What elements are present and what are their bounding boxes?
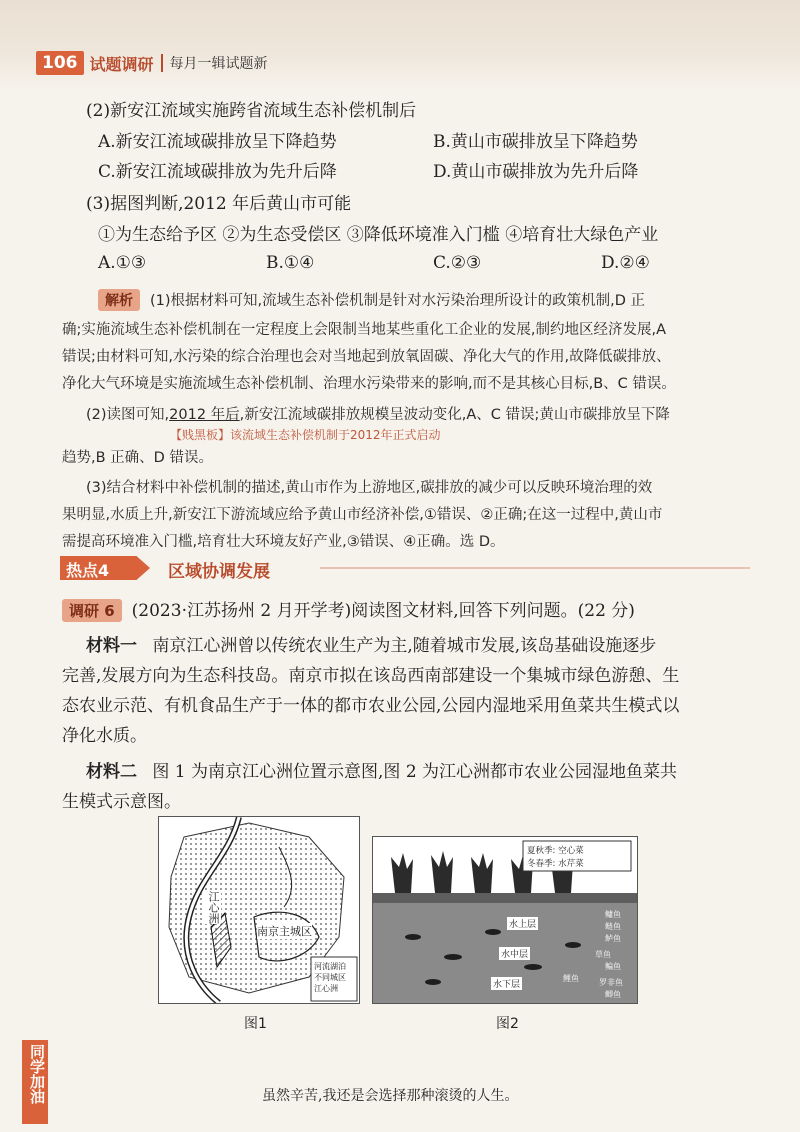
underlined-year: 2012 年后	[169, 407, 240, 423]
figure-2-diagram	[372, 836, 638, 1004]
layer-mid-label: 水中层	[499, 947, 530, 960]
side-tab-label: 同学加油	[28, 1044, 46, 1104]
page-header	[36, 50, 268, 76]
material-1-line-2: 完善,发展方向为生态科技岛。南京市拟在该岛西南部建设一个集城市绿色游憩、生	[62, 666, 680, 686]
fish-label-5: 鳊鱼	[605, 962, 621, 971]
fish-label-7: 罗非鱼	[599, 978, 623, 987]
material-2-line-1: 材料二 图 1 为南京江心洲位置示意图,图 2 为江心洲都市农业公园湿地鱼菜共	[86, 762, 678, 782]
analysis-p3-line-1: (3)结合材料中补偿机制的描述,黄山市作为上游地区,碳排放的减少可以反映环境治理的效	[86, 480, 653, 496]
figure-1-map	[158, 816, 360, 1004]
header-band	[0, 0, 800, 90]
analysis-line-3: 错误;由材料可知,水污染的综合治理也会对当地起到放氧固碳、净化大气的作用,故降低碳排放、	[62, 349, 671, 365]
material-2-label: 材料二	[86, 762, 137, 782]
q3-option-d: D.②④	[601, 253, 650, 273]
research-tag: 调研 6	[62, 599, 122, 622]
q3-option-a: A.①③	[98, 253, 147, 273]
analysis-tag: 解析	[98, 289, 140, 311]
fish-label-2: 鲢鱼	[605, 922, 621, 931]
side-tab	[22, 1040, 48, 1124]
q3-statements: ①为生态给予区 ②为生态受偿区 ③降低环境准入门槛 ④培育壮大绿色产业	[98, 225, 659, 245]
q3-stem: (3)据图判断,2012 年后黄山市可能	[86, 194, 352, 214]
plant-winter: 冬春季: 水芹菜	[527, 859, 584, 869]
header-subtitle: 每月一辑试题新	[169, 56, 268, 72]
q2-option-a: A.新安江流域碳排放呈下降趋势	[98, 132, 337, 152]
island-label: 江心洲	[207, 891, 220, 924]
analysis-p2-line-1: (2)读图可知,2012 年后,新安江流域碳排放规模呈波动变化,A、C 错误;黄山市碳排放呈下降	[86, 407, 670, 423]
hotspot-title: 区域协调发展	[168, 562, 270, 582]
analysis-line-1: 解析 (1)根据材料可知,流域生态补偿机制是针对水污染治理所设计的政策机制,D 正	[98, 289, 645, 311]
q2-option-c: C.新安江流域碳排放为先升后降	[98, 162, 337, 182]
section-title: 试题调研	[89, 54, 154, 74]
analysis-line-4: 净化大气环境是实施流域生态补偿机制、治理水污染带来的影响,而不是其核心目标,B、C 错误。	[62, 376, 676, 392]
header-divider	[161, 54, 163, 72]
city-label: 南京主城区	[257, 925, 312, 938]
analysis-p2-line-2: 趋势,B 正确、D 错误。	[62, 450, 213, 466]
material-1-line-3: 态农业示范、有机食品生产于一体的都市农业公园,公园内湿地采用鱼菜共生模式以	[62, 696, 680, 716]
material-1-line-4: 净化水质。	[62, 726, 147, 746]
plant-summer: 夏秋季: 空心菜	[527, 846, 584, 856]
fish-label-4: 草鱼	[595, 950, 611, 959]
map-legend: 河流湖泊 不同城区 江心洲	[314, 962, 346, 993]
q2-option-d: D.黄山市碳排放为先升后降	[433, 162, 639, 182]
water-surface	[373, 893, 637, 903]
footer-motto: 虽然辛苦,我还是会选择那种滚烫的人生。	[262, 1088, 519, 1104]
margin-note: 【贱黑板】该流域生态补偿机制于2012年正式启动	[170, 428, 441, 442]
q3-option-b: B.①④	[266, 253, 315, 273]
hotspot-rule	[320, 567, 750, 569]
analysis-line-2: 确;实施流域生态补偿机制在一定程度上会限制当地某些重化工企业的发展,制约地区经济发展,A	[62, 322, 667, 338]
fish-label-6: 鲤鱼	[563, 974, 579, 983]
material-1-line-1: 材料一 南京江心洲曾以传统农业生产为主,随着城市发展,该岛基础设施逐步	[86, 636, 657, 656]
fish-label-8: 鲫鱼	[605, 990, 621, 999]
layer-bottom-label: 水下层	[491, 977, 522, 990]
layer-top-label: 水上层	[507, 917, 538, 930]
figure-1-caption: 图1	[244, 1016, 267, 1032]
fish-label-3: 鲈鱼	[605, 934, 621, 943]
material-2-line-2: 生模式示意图。	[62, 792, 181, 812]
analysis-p3-line-2: 果明显,水质上升,新安江下游流域应给予黄山市经济补偿,①错误、②正确;在这一过程中,黄山市	[62, 507, 663, 523]
q2-option-b: B.黄山市碳排放呈下降趋势	[433, 132, 638, 152]
material-1-label: 材料一	[86, 636, 137, 656]
hotspot-label: 热点4	[66, 561, 110, 580]
research-intro: 调研 6 (2023·江苏扬州 2 月开学考)阅读图文材料,回答下列问题。(22 分)	[62, 596, 635, 622]
q2-stem: (2)新安江流域实施跨省流域生态补偿机制后	[86, 101, 417, 121]
page-number: 106	[36, 51, 84, 75]
q3-option-c: C.②③	[433, 253, 482, 273]
hotspot-heading	[60, 556, 750, 580]
fish-label-1: 鳙鱼	[605, 910, 621, 919]
figure-2-caption: 图2	[496, 1016, 519, 1032]
analysis-p3-line-3: 需提高环境准入门槛,培育壮大环境友好产业,③错误、④正确。选 D。	[62, 534, 505, 550]
